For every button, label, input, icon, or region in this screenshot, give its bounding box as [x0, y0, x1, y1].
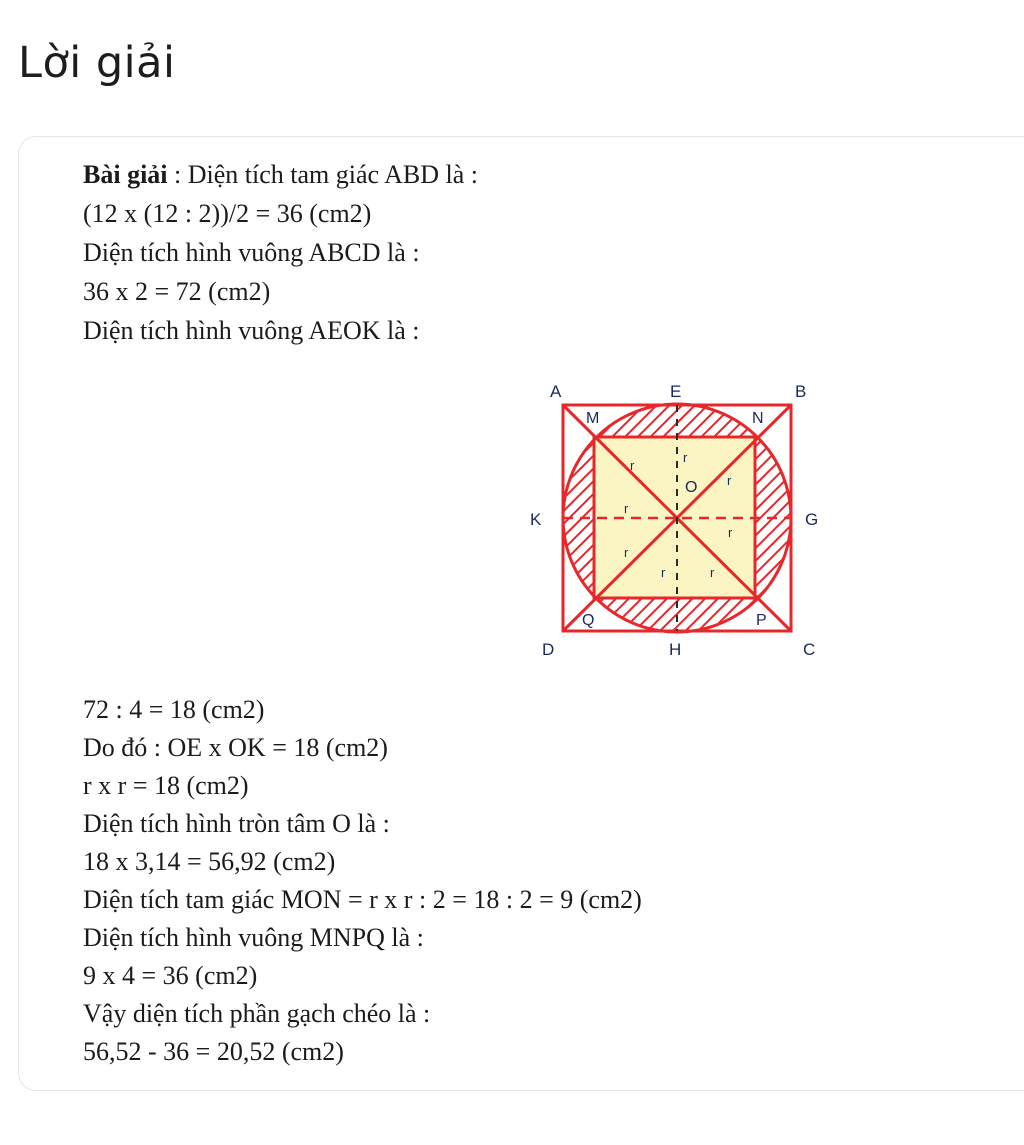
label-d: D	[542, 640, 555, 659]
solution-intro-bold: Bài giải	[83, 160, 168, 189]
label-e: E	[670, 382, 682, 401]
radius-label-2: r	[683, 450, 688, 465]
label-q: Q	[582, 612, 595, 629]
page-title: Lời giải	[18, 38, 176, 88]
solution-line-1: (12 x (12 : 2))/2 = 36 (cm2)	[83, 199, 372, 228]
label-p: P	[756, 612, 767, 629]
solution-line-2: Diện tích hình vuông ABCD là :	[83, 238, 420, 267]
label-k: K	[530, 510, 542, 529]
label-g: G	[805, 510, 819, 529]
label-n: N	[752, 410, 764, 427]
radius-label-1: r	[630, 458, 635, 473]
radius-label-8: r	[710, 565, 715, 580]
label-a: A	[550, 382, 562, 401]
solution-line-7: r x r = 18 (cm2)	[83, 771, 249, 800]
solution-line-11: Diện tích hình vuông MNPQ là :	[83, 923, 424, 952]
solution-line-10: Diện tích tam giác MON = r x r : 2 = 18 : 2 = 9 (cm2)	[83, 885, 642, 914]
solution-line-9: 18 x 3,14 = 56,92 (cm2)	[83, 847, 336, 876]
radius-label-5: r	[728, 525, 733, 540]
solution-line-13: Vậy diện tích phần gạch chéo là :	[83, 999, 431, 1028]
label-b: B	[795, 382, 807, 401]
radius-label-6: r	[624, 545, 629, 560]
solution-line-4: Diện tích hình vuông AEOK là :	[83, 316, 420, 345]
label-c: C	[803, 640, 816, 659]
radius-label-3: r	[727, 473, 732, 488]
label-h: H	[669, 640, 682, 659]
radius-label-7: r	[661, 565, 666, 580]
geometry-figure	[520, 375, 830, 665]
solution-line-3: 36 x 2 = 72 (cm2)	[83, 277, 271, 306]
solution-line-14: 56,52 - 36 = 20,52 (cm2)	[83, 1037, 344, 1066]
radius-label-4: r	[624, 501, 629, 516]
solution-line-12: 9 x 4 = 36 (cm2)	[83, 961, 258, 990]
solution-line-6: Do đó : OE x OK = 18 (cm2)	[83, 733, 388, 762]
solution-line-8: Diện tích hình tròn tâm O là :	[83, 809, 390, 838]
label-m: M	[586, 410, 600, 427]
solution-line-0	[83, 160, 478, 190]
solution-intro-text: : Diện tích tam giác ABD là :	[167, 160, 479, 189]
label-o: O	[685, 479, 698, 496]
solution-line-5: 72 : 4 = 18 (cm2)	[83, 695, 265, 724]
